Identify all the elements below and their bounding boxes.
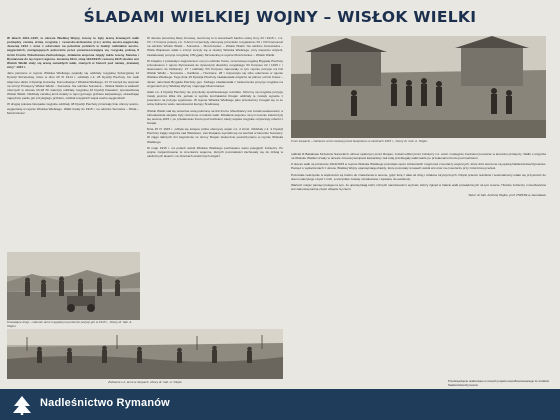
paragraph: W drugiej połowie listopada rosyjskie oddziały 48 Dywizji Piechoty przerwały linie obrony austro-węgierskiej w rejonie Wisłoka Wielkiego. Walki trwały do 1915 r. na odcinku Surowica – Wisła – Moszczaniec. [7, 102, 139, 115]
paragraph: Wartość miejsc pamięci polega na tym, że upamiętniają ludzi, różnych narodowości i wyznań, którzy zginęli w trakcie walk prowadzonych na tym terenie. Historie żołnierzy i mieszkańców wsi stanowią ważną część dziejów tej ziemi. [291, 182, 546, 192]
paragraph: Z okresu walk na przełomie 1914/1915 w rejonie Wisłoka Wielkiego pozostało sporo żołnierskich mogił oraz cmentarzy wojennych, które dziś otoczone są opieką Nadleśnictwa Rymanów. Pamięć o wydarzeniach z okresu Wielkiej Wojny upamiętniają obiekty, które pozostały w lasach wokół wsi oraz na cmentarzu przy zniszczonej cerkwi. [291, 162, 546, 171]
paragraph: W związku z powstałym zagrożeniem na tym odcinku frontu, rezerwową rosyjską Brygadę Piechoty przeniesiono z rejonu Rymanowa do dyspozycji dowódcy rosyjskiego XII Korpusu 24 I 1915 r. i skierowano do Dołżanicy. 27 I oddziały VIII Korpusu zajmowały w tym rejonie pozycje na linii Wisłok Wielki – Surowica – Karlików – Huczwice. 28 I rozpoczęło się silne uderzenie w rejonie Wisłoka Wielkiego. Tego dnia 19 Dywizja Piechoty zaatakowała wzgórza na północ od linii Cisów – Jasiel, natomiast Brygada Piechoty gen. Kelkego zaatakowała z zaskoczenia pozycje rosyjskie na wzgórzach przy Wielkiej Wyżnej i zajmując Moszczaniec. [147, 58, 283, 88]
paragraph: W maju 1915 r. na polach wokół Wisłoka Wielkiego pochowano wielu poległych żołnierzy. Po wojnie zorganizowano tu cmentarze wojenne, których pozostałości zachowały się do dzisiaj w okolicznych lasach i na zboczach okolicznych wzgórz. [147, 145, 283, 159]
text-column-2 [147, 36, 283, 376]
author-signature: Tekst: dr hab. Andrzej Olejko, prof. PWSTE w Jarosławiu [468, 193, 546, 198]
paragraph: Jako pierwsze w rejonie Wisłoka Wielkiego pojawiły się oddziały rosyjskiej Syberyjskiej 12 Dywizji Strzeleckiej, które w dniu 20 XI 1914 r. oddziały c.k. 28 Dywizji Piechoty. Do walk włączono także 4 Dywizję Kozacką. Komunikacja z Wisłoka Wielkiego, 21 XI zaczęli się wspinać na szczyt Przełęczy Wisłok Wielki – Surowica. Na odcinku Surowica – Wisłok Wielki w walkach obecnych w okresie 23-28 XII walczyły oddziały rosyjskiej 10 Dywizji Kawalerii, sprowadzanej Wisłok Wielki. Oddziały carskiej armii dotarły w rejon górnego grzbietu karpackiego, obsadzając najwyższe partie gór przyległego grzbietu, oddział rosyjskich wojsk austro-węgierskich. [7, 71, 139, 101]
paragraph: oddział III Bakałowa Strzelców Sanockich, wbrew upalonym przez Rosjan, zostali odbici przez żołnierzy c.k. armii i następnie zwolnieni ponownie w kierunku przełęczy. Walki o wzgórza na Wisłoku Wielkim trwały w okresie zimowej kampanii karpackiej i tak tutaj przebiegały walki także po przełamaniu frontu pod Gorlicami. [291, 152, 546, 161]
text-column-3 [291, 152, 546, 282]
paragraph: Pozostałe nekropolie w większości są trudno do znalezienia w terenie, gdyż leżą z dala od dróg i szlaków turystycznych. Dzięki pracom leśników i wolontariuszy udało się przywrócić do stanu należytego część z nich, a wszystkie zostały oznakowane i wpisane do ewidencji. [291, 172, 546, 181]
photo-soldiers-building [291, 36, 546, 138]
footer-bar [0, 389, 560, 420]
lead-paragraph: W latach 1914–1915, w okresie Wielkiej Wojny, tereny te były areną krwawych walk pomiędzy carską armią rosyjską i cesarsko-królewską (c.k.) armią austro-węgierską. Jesienią 1914 r. wraz z odwrotem na południe polskich w Galicji oddziałów austro-węgierskich, następujących pobocznie przez przemieszczającą się rosyjską połowę 8 Armii Frontu Południowo-Zachodniego, działania wojenne objęły także tereny Sanoka i Rymanowa do tej części regionu. Jesienią 1914, zimą 1914/1915 i wiosną 1915 okolice wsi Wisłok Wielki stały się areną zaciekłych walk, znanych w historii pod nazwą „krwawej zimy” 1915 r. [7, 36, 139, 70]
photo-war-scene [7, 252, 140, 320]
funding-credit: Przedsięwzięcie realizowane w ramach projektu współfinansowanego ze środków Nadleśnictwa Rymanów [448, 379, 550, 387]
photo-caption: Żołnierze c.k. armii w okopach, zbiory dr. hab. A. Olejko [108, 380, 182, 384]
paragraph: W okresie pierwszej bitwy zimowej, stoczonej tu w warunkach bardzo ostrej zimy 23 I 1915 r., c.k. VII i X Korpus połowy c.k. 3 Armii rozpoczęły ofensywę przeciwko rosyjskiemu XII i VIII Korpusowi na odcinku Wisłok Wielki – Surowica – Moszczaniec – Wisłok Wielki. Na odcinku Czerwnicha – Wisła Wojskowe walki o szczyt toczyły się w okolicy Wisłoka Wielkiego, przy wsparciu artylerii, zaatakowały pozycje rosyjskiej 3 Brygady Strzeleckiej w rejonie Moszczaniec – Wisłok Wielki. [147, 36, 283, 57]
board-title: ŚLADAMI WIELKIEJ WOJNY – WISŁOK WIELKI [83, 8, 477, 26]
photo-caption: Front karpacki – żołnierze armii carskiej przed budynkiem w okolicach 1915 r., zbiory dr. hab. A. Olejko. [291, 139, 429, 143]
forest-logo-icon [10, 395, 34, 415]
organization-name: Nadleśnictwo Rymanów [40, 397, 170, 409]
paragraph: Ataki c.k. 4 Dywizji Piechoty nie przyniosły spodziewanego rezultatu. Szturmy na rosyjskie pozycje trwały jeszcze kilka dni, jednak w wyniku kontrataków Rosjan oddziały te zostały wyparte z powrotem na pozycje wyjściowe. W rejonie Wisłoka Wielkiego jako przeciwnicy zmagali się tu ze sobą żołnierze wielu narodowości Europy Środkowej. [147, 89, 283, 107]
text-column-1 [7, 36, 139, 250]
paragraph: Dnia 15 IV 1915 r. odbyła się kolejna próba ofensywy wojsk c.k. 2 Armii. Oddziały c.k. 4 Dywizji Piechoty zajęły wzgórza nad Wisłokiem, zaś Rosjanie wycofali się na wschód w kierunku Surowicy. W ciągu dalszych dni zagrożenie ze strony Rosjan skutecznie powstrzymano w rejonie Wisłoka Wielkiego. [147, 127, 283, 144]
paragraph: Wisłok Wielki stał się wówczas wsią położoną na linii frontu. Mieszkańcy wsi zostali ewakuowani, a zabudowania wiejskie były niszczone w trakcie walk. Działania wojenne na tym terenie zakończyły się wiosną 1915 r. po przełamaniu frontu pod Gorlicami, kiedy wojska rosyjskie rozpoczęły odwrót z Karpat. [147, 108, 283, 125]
photo-caption: Krwawiące drogi – odwrotu armii rosyjskiej na pobocze pozycji gór w 1915 r., zbiory dr. hab. A. Olejko. [7, 320, 133, 328]
